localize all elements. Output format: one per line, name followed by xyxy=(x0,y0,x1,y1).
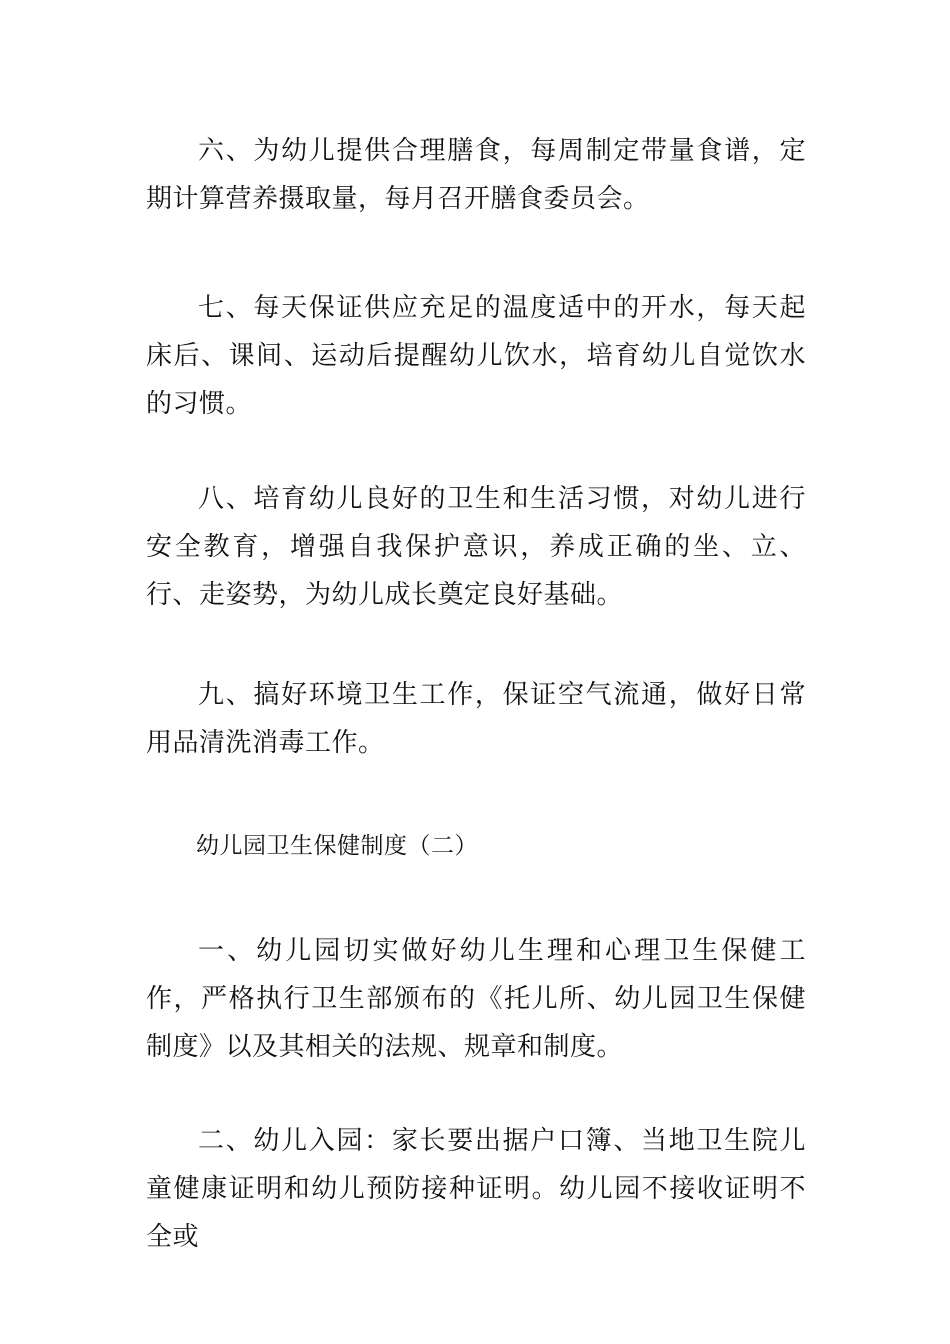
section-heading: 幼儿园卫生保健制度（二） xyxy=(196,833,478,859)
paragraph-six: 六、为幼儿提供合理膳食，每周制定带量食谱，定期计算营养摄取量，每月召开膳食委员会。 xyxy=(146,136,806,214)
section-paragraph-one: 一、幼儿园切实做好幼儿生理和心理卫生保健工作，严格执行卫生部颁布的《托儿所、幼儿园卫生保健制度》以及其相关的法规、规章和制度。 xyxy=(146,936,806,1062)
paragraph-nine: 九、搞好环境卫生工作，保证空气流通，做好日常用品清洗消毒工作。 xyxy=(146,680,806,758)
paragraph-seven: 七、每天保证供应充足的温度适中的开水，每天起床后、课间、运动后提醒幼儿饮水，培育幼儿自觉饮水的习惯。 xyxy=(146,293,806,419)
paragraph-eight: 八、培育幼儿良好的卫生和生活习惯，对幼儿进行安全教育，增强自我保护意识，养成正确的坐、立、行、走姿势，为幼儿成长奠定良好基础。 xyxy=(146,484,806,610)
section-paragraph-two: 二、幼儿入园：家长要出据户口簿、当地卫生院儿童健康证明和幼儿预防接种证明。幼儿园不接收证明不全或 xyxy=(146,1126,806,1252)
